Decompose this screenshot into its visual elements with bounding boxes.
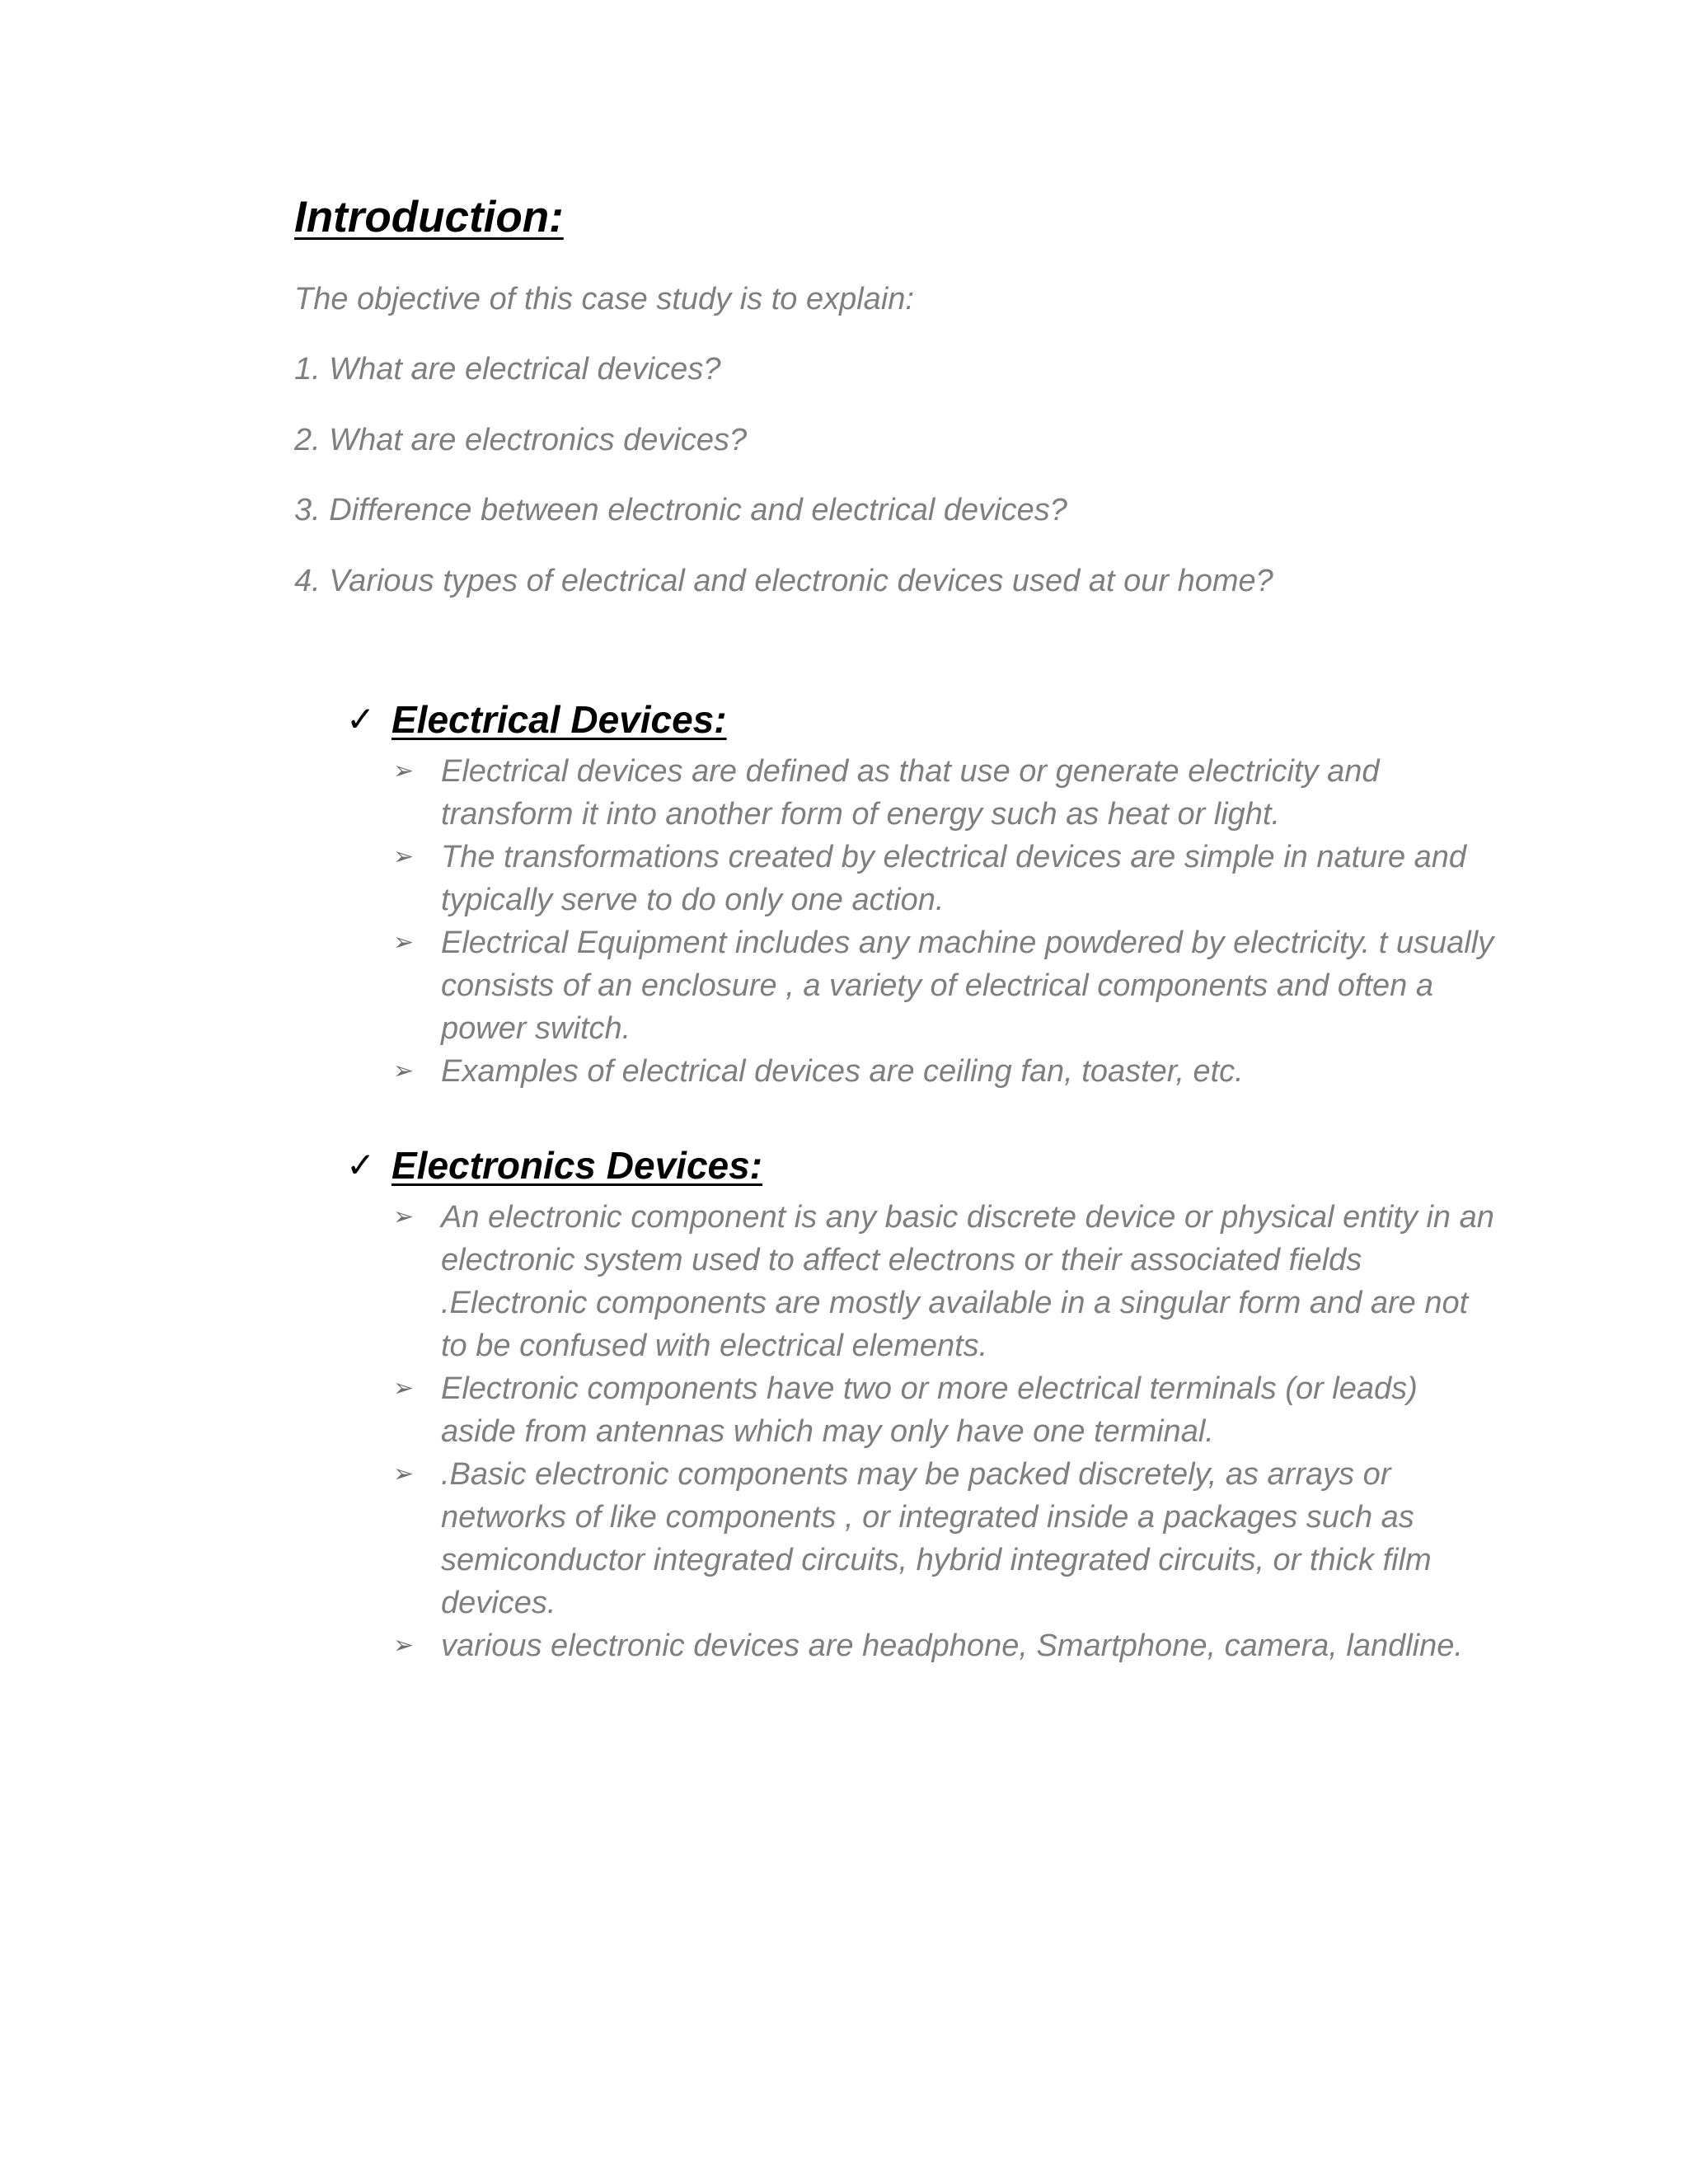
list-item	[346, 750, 1500, 836]
electrical-devices-section	[346, 697, 1500, 1093]
electronics-devices-section	[346, 1143, 1500, 1667]
bullet-text: Examples of electrical devices are ceiling fan, toaster, etc.	[441, 1054, 1244, 1089]
checkmark-icon: ✓	[346, 1145, 376, 1185]
list-item	[346, 1367, 1500, 1453]
introduction-heading: Introduction:	[294, 193, 564, 241]
arrow-bullet-icon: ➢	[393, 757, 415, 785]
arrow-bullet-icon: ➢	[393, 1057, 415, 1085]
electronics-devices-list	[346, 1196, 1500, 1667]
list-item	[346, 1196, 1500, 1367]
arrow-bullet-icon: ➢	[393, 842, 415, 871]
objective-item-4: 4. Various types of electrical and electronic devices used at our home?	[294, 564, 1273, 598]
bullet-text: .Basic electronic components may be packed discretely, as arrays or networks of like components , or integrated inside a packages such as semiconductor integrated circuits, hybrid integrated circuits, or thick film devices.	[441, 1457, 1432, 1620]
list-item	[346, 921, 1500, 1050]
objective-item-2: 2. What are electronics devices?	[294, 423, 748, 457]
bullet-text: various electronic devices are headphone, Smartphone, camera, landline.	[441, 1629, 1463, 1663]
electrical-devices-title: Electrical Devices:	[392, 698, 727, 741]
list-item	[346, 1624, 1500, 1667]
list-item	[346, 1050, 1500, 1093]
arrow-bullet-icon: ➢	[393, 928, 415, 957]
objective-item-3: 3. Difference between electronic and electrical devices?	[294, 493, 1067, 527]
objective-text: The objective of this case study is to explain:	[294, 282, 914, 316]
list-item	[346, 1453, 1500, 1624]
objective-item-1: 1. What are electrical devices?	[294, 352, 721, 387]
checkmark-icon: ✓	[346, 699, 376, 739]
bullet-text: Electrical devices are defined as that use or generate electricity and transform it into another form of energy such as heat or light.	[441, 754, 1380, 832]
arrow-bullet-icon: ➢	[393, 1374, 415, 1403]
electrical-devices-list	[346, 750, 1500, 1093]
electronics-devices-header	[346, 1143, 1500, 1196]
electronics-devices-title: Electronics Devices:	[392, 1144, 763, 1187]
list-item	[346, 836, 1500, 921]
bullet-text: The transformations created by electrical devices are simple in nature and typically serve to do only one action.	[441, 840, 1467, 917]
electrical-devices-header	[346, 697, 1500, 750]
arrow-bullet-icon: ➢	[393, 1631, 415, 1660]
arrow-bullet-icon: ➢	[393, 1202, 415, 1231]
bullet-text: An electronic component is any basic discrete device or physical entity in an electronic system used to affect electrons or their associated fields .Electronic components are mostly available in a singular form and are not to be confused with electrical elements.	[441, 1200, 1494, 1363]
arrow-bullet-icon: ➢	[393, 1460, 415, 1488]
bullet-text: Electrical Equipment includes any machine powdered by electricity. t usually consists of an enclosure , a variety of electrical components and often a power switch.	[441, 926, 1494, 1046]
bullet-text: Electronic components have two or more electrical terminals (or leads) aside from antennas which may only have one terminal.	[441, 1371, 1418, 1449]
